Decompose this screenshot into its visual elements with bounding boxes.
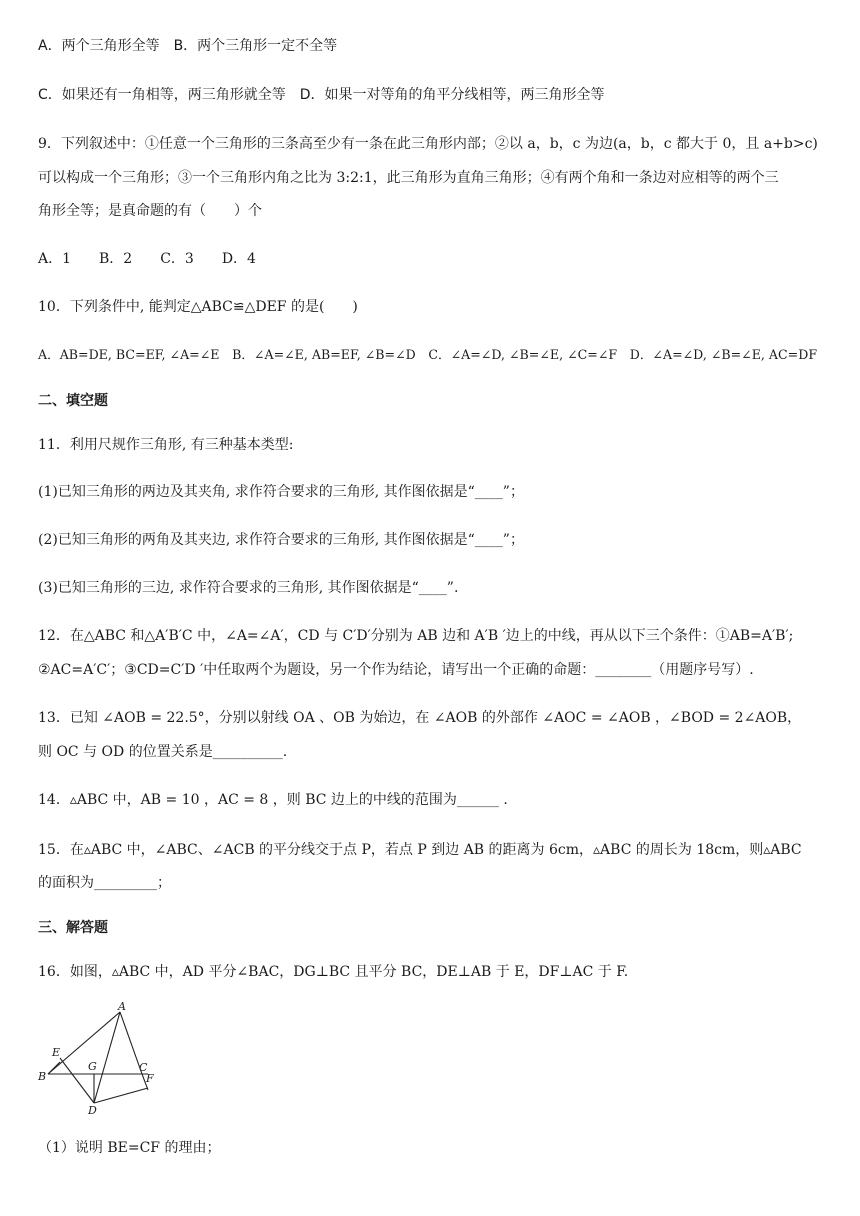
question-13-line-1: 13．已知 ∠AOB = 22.5°，分别以射线 OA 、OB 为始边，在 ∠AOB 的外部作 ∠AOC = ∠AOB ，∠BOD = 2∠AOB， [38,710,802,726]
label-b: B [38,1070,47,1083]
segment-ad [94,1012,120,1103]
question-16-part-1: （1）说明 BE=CF 的理由； [38,1140,221,1156]
question-12-line-2: ②AC=A′C′；③CD=C′D ′中任取两个为题设，另一个作为结论，请写出一个正确的命题：________（用题序号写）. [38,662,754,678]
label-e: E [52,1046,61,1059]
segment-df [94,1088,148,1103]
section-answer-heading: 三、解答题 [38,920,108,936]
label-d: D [88,1104,97,1117]
triangle-figure [38,1000,168,1118]
question-15-line-1: 15．在▵ABC 中，∠ABC、∠ACB 的平分线交于点 P，若点 P 到边 AB 的距离为 6cm，▵ABC 的周长为 18cm，则▵ABC [38,842,802,858]
triangle-diagram [38,1000,168,1118]
question-10: 10．下列条件中, 能判定△ABC≌△DEF 的是( ) [38,299,358,315]
question-13-line-2: 则 OC 与 OD 的位置关系是__________. [38,744,288,760]
option-line-c-d: C．如果还有一角相等，两三角形就全等 D．如果一对等角的角平分线相等，两三角形全等 [38,87,605,103]
question-9-options: A．1 B．2 C．3 D．4 [38,251,256,267]
question-11: 11．利用尺规作三角形, 有三种基本类型: [38,437,294,453]
question-11-part-2: (2)已知三角形的两角及其夹边, 求作符合要求的三角形, 其作图依据是“____”； [38,532,524,548]
question-15-line-2: 的面积为_________； [38,875,171,891]
section-fill-in-heading: 二、填空题 [38,393,108,409]
option-line-a-b: A．两个三角形全等 B．两个三角形一定不全等 [38,38,338,54]
question-10-options: A．AB=DE, BC=EF, ∠A=∠E B．∠A=∠E, AB=EF, ∠B=∠D C．∠A=∠D, ∠B=∠E, ∠C=∠F D．∠A=∠D, ∠B=∠E, AC=DF [38,347,818,362]
label-c: C [139,1061,148,1074]
label-a: A [118,1000,126,1013]
question-11-part-1: (1)已知三角形的两边及其夹角, 求作符合要求的三角形, 其作图依据是“____”； [38,484,524,500]
segment-be-ext [48,1062,60,1074]
question-14: 14．▵ABC 中，AB = 10 ，AC = 8 ，则 BC 边上的中线的范围为______ . [38,792,508,808]
question-16: 16．如图，▵ABC 中，AD 平分∠BAC，DG⊥BC 且平分 BC，DE⊥AB 于 E，DF⊥AC 于 F. [38,964,629,980]
question-9-line-2: 可以构成一个三角形；③一个三角形内角之比为 3:2:1，此三角形为直角三角形；④有两个角和一条边对应相等的两个三 [38,170,779,186]
segment-ab [48,1012,120,1074]
question-9-line-3: 角形全等；是真命题的有（ ）个 [38,203,262,219]
label-f: F [146,1072,154,1085]
question-9-line-1: 9．下列叙述中：①任意一个三角形的三条高至少有一条在此三角形内部；②以 a，b，c 为边(a，b，c 都大于 0，且 a+b>c) [38,136,818,152]
question-12-line-1: 12．在△ABC 和△A′B′C 中，∠A=∠A′，CD 与 C′D′分别为 AB 边和 A′B ′边上的中线，再从以下三个条件：①AB=A′B′; [38,628,794,644]
question-11-part-3: (3)已知三角形的三边, 求作符合要求的三角形, 其作图依据是“____”. [38,580,459,596]
label-g: G [88,1060,97,1073]
